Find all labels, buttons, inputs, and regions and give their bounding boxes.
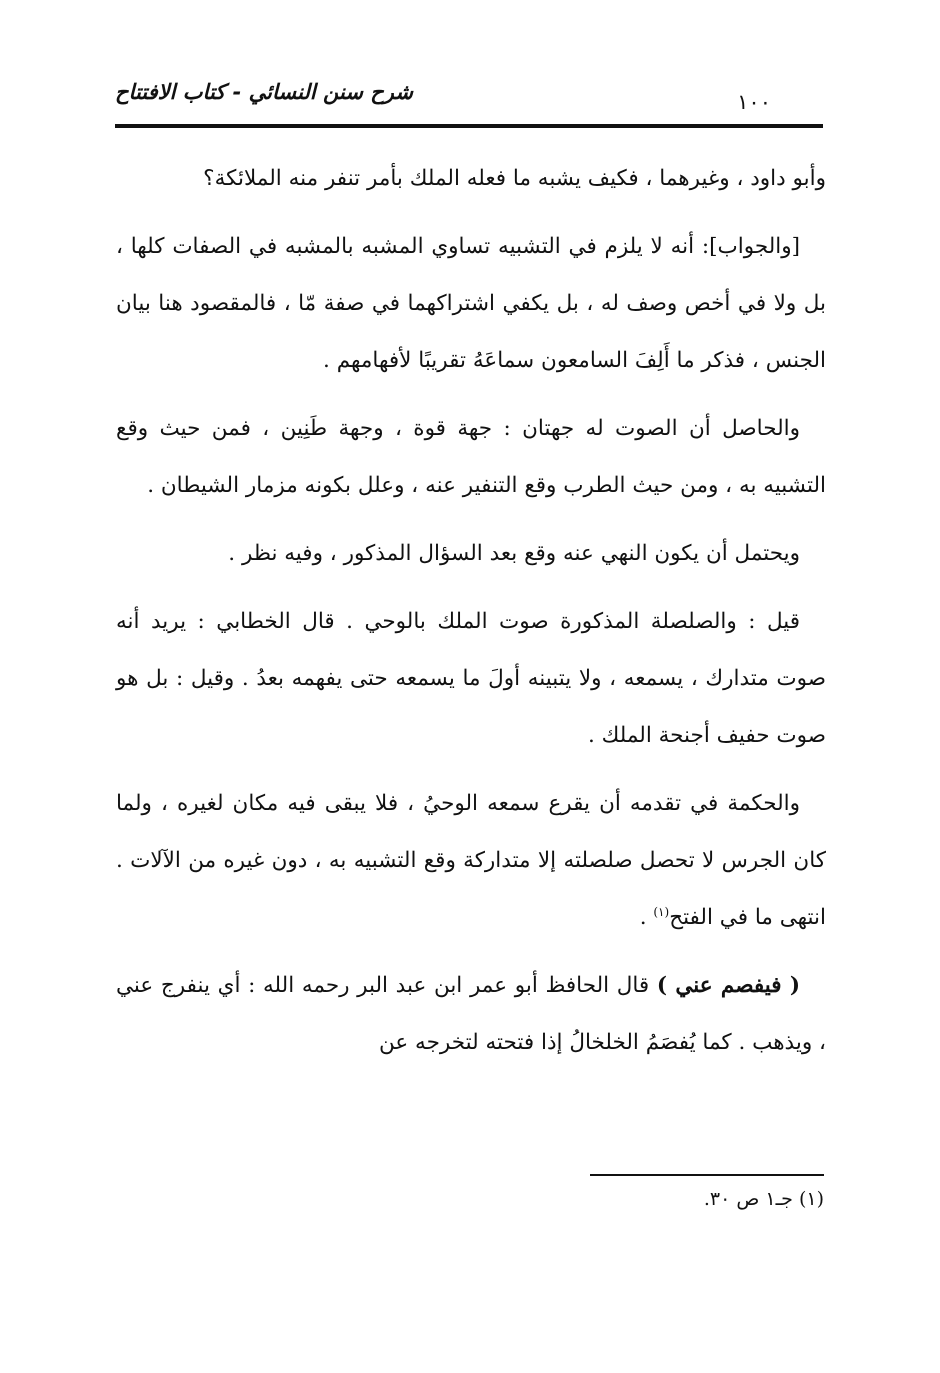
- running-title: شرح سنن النسائي - كتاب الافتتاح: [115, 80, 413, 104]
- paragraph-6-text: والحكمة في تقدمه أن يقرع سمعه الوحيُ ، فلا يبقى فيه مكان لغيره ، ولما كان الجرس لا تحصل صلصلته إلا متداركة وقع التشبيه به ، دون غيره من الآلات . انتهى ما في الفتح: [116, 791, 826, 930]
- paragraph-4: ويحتمل أن يكون النهي عنه وقع بعد السؤال المذكور ، وفيه نظر .: [228, 541, 800, 566]
- paragraph-6: [116, 775, 826, 946]
- paragraph-7-text: قال الحافظ أبو عمر ابن عبد البر رحمه الله : أي ينفرج عني ، ويذهب . كما يُفصَمُ الخلخالُ إذا فتحته لتخرجه عن: [116, 973, 826, 1055]
- paragraph-3: والحاصل أن الصوت له جهتان : جهة قوة ، وجهة طَنِين ، فمن حيث وقع التشبيه به ، ومن حيث الطرب وقع التنفير عنه ، وعلل بكونه مزمار الشيطان .: [116, 416, 826, 498]
- paragraph-7: [116, 957, 826, 1071]
- footnote-reference: (١): [653, 904, 670, 919]
- paragraph-5: قيل : والصلصلة المذكورة صوت الملك بالوحي . قال الخطابي : يريد أنه صوت متدارك ، يسمعه ، ولا يتبينه أولَ ما يسمعه حتى يفهمه بعدُ . وقيل : بل هو صوت حفيف أجنحة الملك .: [116, 609, 826, 748]
- footnote: (١) جـ١ ص ٣٠.: [703, 1188, 824, 1210]
- page-header: [115, 78, 823, 118]
- paragraph-2: [والجواب]: أنه لا يلزم في التشبيه تساوي المشبه بالمشبه في الصفات كلها ، بل ولا في أخص وصف له ، بل يكفي اشتراكهما في صفة مّا ، فالمقصود هنا بيان الجنس ، فذكر ما أَلِفَ السامعون سماعَهُ تقريبًا لأفهامهم .: [116, 234, 826, 373]
- hadith-term: ( فيفصم عني ): [656, 973, 800, 998]
- footnote-divider: [590, 1174, 824, 1176]
- paragraph-6-end: .: [639, 905, 654, 930]
- main-text: [116, 150, 826, 1082]
- page-number: ١٠٠: [737, 90, 771, 114]
- paragraph-1: وأبو داود ، وغيرهما ، فكيف يشبه ما فعله الملك بأمر تنفر منه الملائكة؟: [203, 166, 826, 191]
- header-divider: [115, 124, 823, 128]
